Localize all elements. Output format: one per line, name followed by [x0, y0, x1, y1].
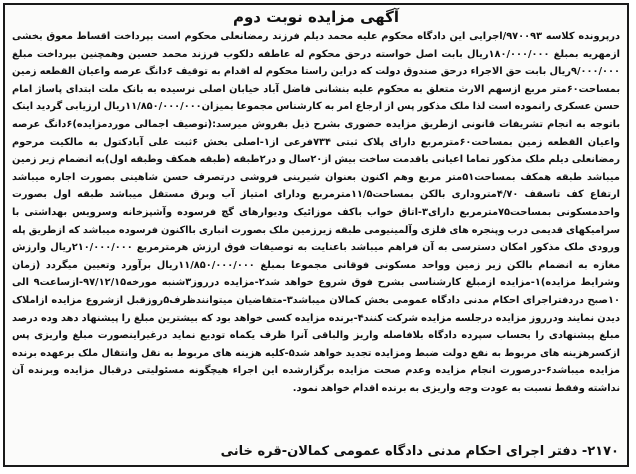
- notice-title: آگهی مزایده نوبت دوم: [232, 8, 400, 26]
- notice-body: درپرونده کلاسه ۹۷۰۰۹۳/اجرایی این دادگاه محکوم علیه محمد دیلم فرزند رمضانعلی محکوم است بپرداخت اقساط معوق بخشی ازمهریه بمبلغ ۱۸۰/۰۰۰/۰۰۰ریال بابت اصل خواسته درحق محکوم له عاطفه دلکوب فرزند محمد حسین وهمچنین بپرداخت مبلغ ۹/۰۰۰/۰۰۰ریال بابت حق الاجراء درحق صندوق دولت که دراین راستا محکوم له اقدام به توقیف ۶دانگ عرصه واعیان القطعه زمین بمساحت۶۰متر مربع ازسهم الارث متعلق به محکوم علیه بنشانی فاضل آباد خیابان اصلی نرسیده به بانک ملت ابتدای پاساژ امام حسن عسکری رانموده است لذا ملک مذکور پس از ارجاع امر به کارشناس مجموعا بمیزان۱۱/۸۵۰/۰۰۰/۰۰۰ریال ارزیابی گردید اینک باتوجه به انجام تشریفات قانونی ازطریق مزایده حضوری بشرح ذیل بفروش میرسد:(توصیف اجمالی موردمزایده)۶دانگ عرصه واعیان القطعه زمین بمساحت۶۰مترمربع دارای پلاک ثبتی ۷۳۴فرعی از۱-اصلی بخش ۶ثبت علی آبادکتول به مالکیت مرحوم رمضانعلی دیلم ملک مذکور تماما اعیانی باقدمت ساخت بیش از۲۰سال و در۲طبقه (طبقه همکف وطبقه اول)به انضمام زیر زمین میباشد طبقه همکف بمساحت۵۱متر مربع وهم اکنون بعنوان شیرینی فروشی درتصرف حسن شاهینی بصورت اجاره میباشد ارتفاع کف تاسقف ۴/۷۰متروداری بالکن بمساحت۱۱/۵مترمربع ودارای امتیاز آب وبرق مستقل میباشد طبقه اول بصورت واحدمسکونی بمساحت۷۵مترمربع دارای۳-اتاق خواب باکف موزائیک ودیوارهای گچ فرسوده وآشپزخانه وسرویس بهداشتی با سرامیکهای قدیمی درب وپنجره های فلزی وآلمینیومی طبقه زیرزمین ملک بصورت انباری بااکنون فرسوده میباشد که ازطریق پله ورودی ملک مذکور امکان دسترسی به آن فراهم میباشد باعنایت به توصیفات فوق ارزش هرمترمربع ۲۱۰/۰۰۰/۰۰۰ریال وارزش مغازه به انضمام بالکن زیر زمین وواحد مسکونی فوقانی مجموعا بمبلغ ۱۱/۸۵۰/۰۰۰/۰۰۰ریال برآورد وتعیین میگردد (زمان وشرایط مزایده)۱-مزایده ازمبلغ کارشناسی بشرح فوق شروع خواهد شد۲-مزایده درروز۳شنبه مورخه۹۷/۱۲/۱۵-ازساعت۹ الی ۱۰صبح دردفتراجرای احکام مدنی دادگاه عمومی بخش کمالان میباشد۳-متقاضیان میتوانندظرف۵روزقبل ازشروع مزایده ازاملاک دیدن نمایند ودرروز مزایده درجلسه مزایده شرکت کنند۴-برنده مزایده کسی خواهد بود که بیشترین مبلغ را پیشنهاد دهد وده درصد مبلغ پیشنهادی را بحساب سپرده دادگاه بلافاصله واریز والباقی آنرا ظرف یکماه تودیع نماید درغیراینصورت مبلغ واریزی پس ازکسرهزینه های مربوط به نفع دولت ضبط ومزایده تجدید خواهد شد۵-کلیه هزینه های مربوط به نقل وانتقال ملک برعهده برنده مزایده میباشد۶-درصورت انجام مزایده وعدم صحت مزایده برگزارشده این اجراء هیچگونه مسئولیتی درقبال مزایده وبرنده آن نداشته وفقط نسبت به عودت وجه واریزی به برنده اقدام خواهد نمود.: [12, 31, 621, 394]
- notice-signature: ۲۱۷۰- دفتر اجرای احکام مدنی دادگاه عمومی کمالان-قره خانی: [220, 444, 619, 459]
- auction-notice: [3, 3, 629, 467]
